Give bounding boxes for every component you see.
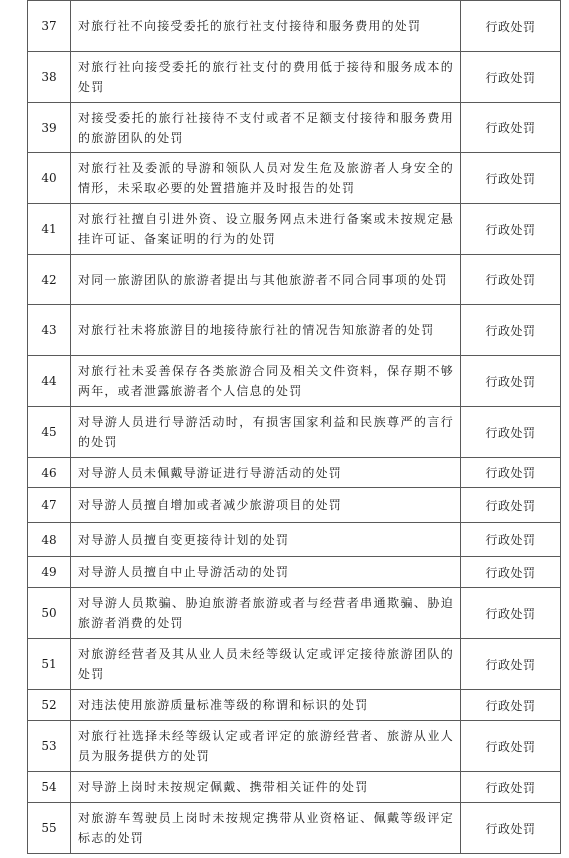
row-number: 47 xyxy=(28,488,71,523)
table-row xyxy=(28,803,561,854)
penalty-item: 对违法使用旅游质量标准等级的称谓和标识的处罚 xyxy=(71,690,461,721)
penalty-type: 行政处罚 xyxy=(461,52,561,103)
penalty-type: 行政处罚 xyxy=(461,255,561,305)
penalty-table xyxy=(27,0,561,854)
penalty-item: 对同一旅游团队的旅游者提出与其他旅游者不同合同事项的处罚 xyxy=(71,255,461,305)
row-number: 48 xyxy=(28,523,71,557)
penalty-type: 行政处罚 xyxy=(461,153,561,204)
penalty-type: 行政处罚 xyxy=(461,305,561,356)
penalty-type: 行政处罚 xyxy=(461,639,561,690)
table-row xyxy=(28,356,561,407)
penalty-item: 对导游人员擅自中止导游活动的处罚 xyxy=(71,557,461,588)
penalty-type: 行政处罚 xyxy=(461,407,561,458)
penalty-item: 对旅行社未将旅游目的地接待旅行社的情况告知旅游者的处罚 xyxy=(71,305,461,356)
table-row xyxy=(28,772,561,803)
penalty-item: 对导游人员擅自变更接待计划的处罚 xyxy=(71,523,461,557)
penalty-item: 对旅游经营者及其从业人员未经等级认定或评定接待旅游团队的处罚 xyxy=(71,639,461,690)
penalty-item: 对接受委托的旅行社接待不支付或者不足额支付接待和服务费用的旅游团队的处罚 xyxy=(71,103,461,153)
table-row xyxy=(28,639,561,690)
row-number: 42 xyxy=(28,255,71,305)
table-row xyxy=(28,458,561,488)
penalty-type: 行政处罚 xyxy=(461,557,561,588)
penalty-item: 对旅行社向接受委托的旅行社支付的费用低于接待和服务成本的处罚 xyxy=(71,52,461,103)
table-row xyxy=(28,690,561,721)
table-row xyxy=(28,204,561,255)
row-number: 43 xyxy=(28,305,71,356)
table-row xyxy=(28,523,561,557)
penalty-item: 对导游人员进行导游活动时，有损害国家利益和民族尊严的言行的处罚 xyxy=(71,407,461,458)
row-number: 45 xyxy=(28,407,71,458)
penalty-item: 对导游人员擅自增加或者减少旅游项目的处罚 xyxy=(71,488,461,523)
penalty-item: 对旅行社不向接受委托的旅行社支付接待和服务费用的处罚 xyxy=(71,1,461,52)
penalty-item: 对旅游车驾驶员上岗时未按规定携带从业资格证、佩戴等级评定标志的处罚 xyxy=(71,803,461,854)
penalty-type: 行政处罚 xyxy=(461,356,561,407)
penalty-type: 行政处罚 xyxy=(461,103,561,153)
penalty-type: 行政处罚 xyxy=(461,690,561,721)
row-number: 41 xyxy=(28,204,71,255)
row-number: 50 xyxy=(28,588,71,639)
penalty-item: 对旅行社及委派的导游和领队人员对发生危及旅游者人身安全的情形，未采取必要的处置措施并及时报告的处罚 xyxy=(71,153,461,204)
table-row xyxy=(28,305,561,356)
table-row xyxy=(28,407,561,458)
penalty-type: 行政处罚 xyxy=(461,588,561,639)
table-row xyxy=(28,153,561,204)
row-number: 49 xyxy=(28,557,71,588)
penalty-item: 对旅行社未妥善保存各类旅游合同及相关文件资料，保存期不够两年，或者泄露旅游者个人信息的处罚 xyxy=(71,356,461,407)
penalty-type: 行政处罚 xyxy=(461,1,561,52)
row-number: 44 xyxy=(28,356,71,407)
penalty-type: 行政处罚 xyxy=(461,204,561,255)
table-row xyxy=(28,588,561,639)
table-row xyxy=(28,103,561,153)
table-row xyxy=(28,488,561,523)
row-number: 39 xyxy=(28,103,71,153)
penalty-type: 行政处罚 xyxy=(461,458,561,488)
penalty-type: 行政处罚 xyxy=(461,523,561,557)
row-number: 54 xyxy=(28,772,71,803)
penalty-item: 对导游上岗时未按规定佩戴、携带相关证件的处罚 xyxy=(71,772,461,803)
row-number: 52 xyxy=(28,690,71,721)
penalty-type: 行政处罚 xyxy=(461,721,561,772)
row-number: 38 xyxy=(28,52,71,103)
table-row xyxy=(28,52,561,103)
table-row xyxy=(28,721,561,772)
row-number: 55 xyxy=(28,803,71,854)
penalty-type: 行政处罚 xyxy=(461,772,561,803)
penalty-type: 行政处罚 xyxy=(461,803,561,854)
penalty-item: 对导游人员未佩戴导游证进行导游活动的处罚 xyxy=(71,458,461,488)
table-row xyxy=(28,1,561,52)
row-number: 46 xyxy=(28,458,71,488)
penalty-item: 对旅行社擅自引进外资、设立服务网点未进行备案或未按规定悬挂许可证、备案证明的行为的处罚 xyxy=(71,204,461,255)
penalty-item: 对导游人员欺骗、胁迫旅游者旅游或者与经营者串通欺骗、胁迫旅游者消费的处罚 xyxy=(71,588,461,639)
row-number: 53 xyxy=(28,721,71,772)
row-number: 51 xyxy=(28,639,71,690)
penalty-type: 行政处罚 xyxy=(461,488,561,523)
table-body xyxy=(28,1,561,854)
row-number: 37 xyxy=(28,1,71,52)
penalty-item: 对旅行社选择未经等级认定或者评定的旅游经营者、旅游从业人员为服务提供方的处罚 xyxy=(71,721,461,772)
table-row xyxy=(28,255,561,305)
row-number: 40 xyxy=(28,153,71,204)
table-row xyxy=(28,557,561,588)
